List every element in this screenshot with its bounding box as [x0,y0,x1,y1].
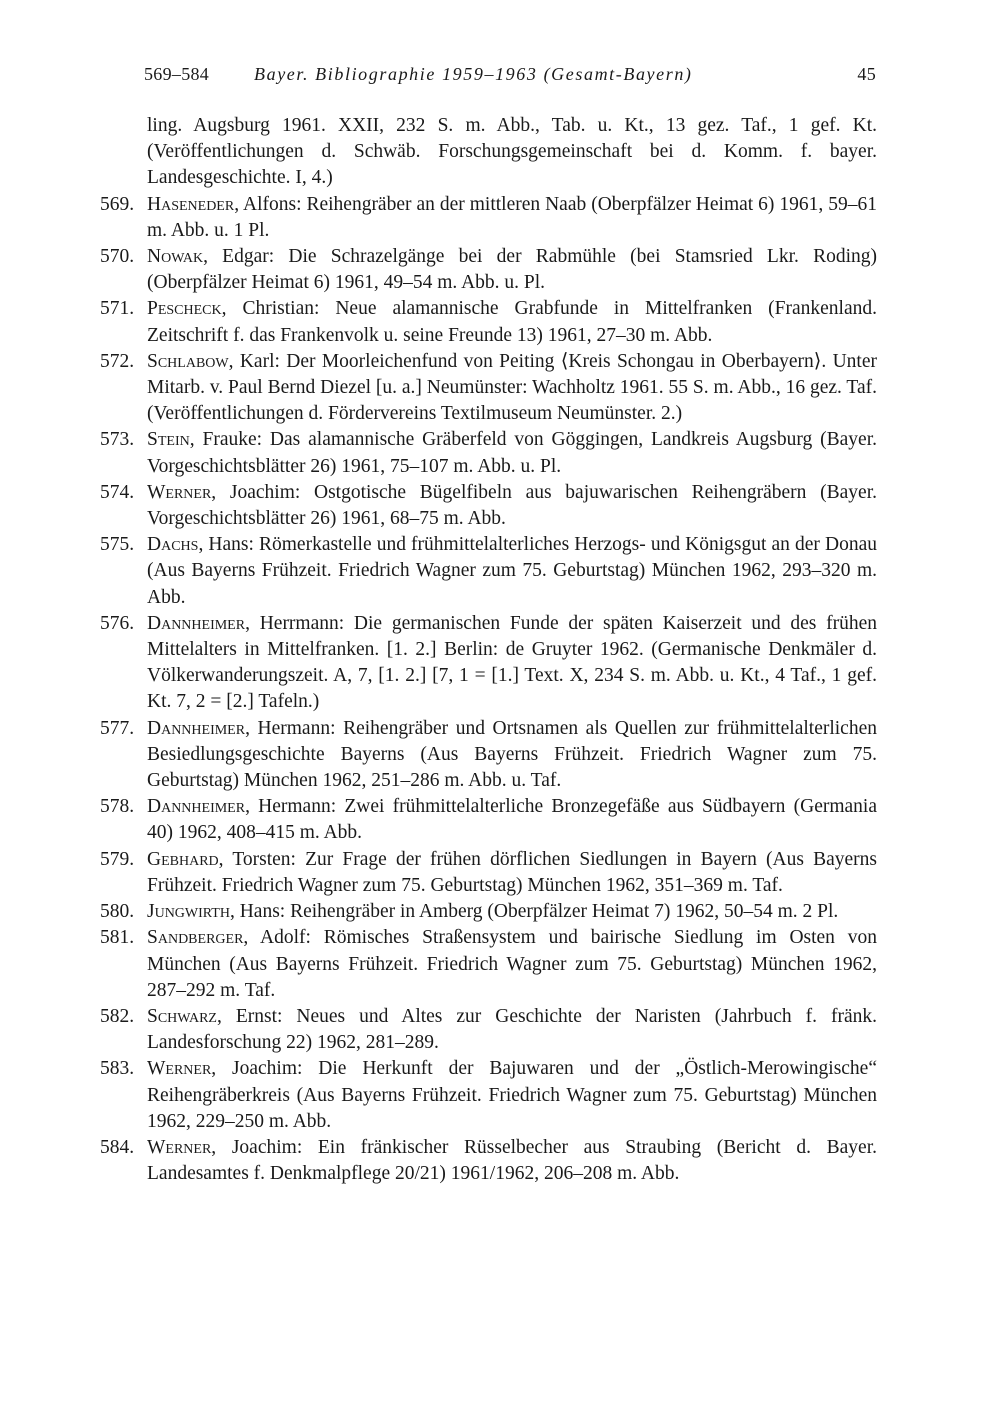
entry-text: , Karl: Der Moorleichenfund von Peiting ⟨Kreis Schongau in Oberbayern⟩. Unter Mitarb. v. Paul Bernd Diezel [u. a.] Neumünster: Wachholtz 1961. 55 S. m. Abb., 16 gez. Taf. (Veröffentlichungen d. Fördervereins Textilmuseum Neumünster. 2.) [147,350,877,425]
bibliography-entry-569 [100,192,877,244]
entry-author: Schlabow [147,350,229,372]
entry-author: Werner [147,1136,212,1158]
entry-text: , Hermann: Zwei frühmittelalterliche Bronzegefäße aus Südbayern (Germania 40) 1962, 408–415 m. Abb. [147,796,877,844]
running-title: Bayer. Bibliographie 1959–1963 (Gesamt-Bayern) [254,64,693,84]
entry-number: 571. [100,298,135,320]
entry-author: Nowak [147,246,204,268]
entry-number: 576. [100,612,135,634]
entry-text: , Hans: Römerkastelle und frühmittelalterliches Herzogs- und Königsgut an der Donau (Aus Bayerns Frühzeit. Friedrich Wagner zum 75. Geburtstag) München 1962, 293–320 m. Abb. [147,534,877,608]
bibliography-entry-579 [100,847,877,899]
entry-number: 569. [100,193,135,215]
entry-number: 582. [100,1005,135,1027]
continuation-text: ling. Augsburg 1961. XXII, 232 S. m. Abb., Tab. u. Kt., 13 gez. Taf., 1 gef. Kt. (Veröffentlichungen d. Schwäb. Forschungsgemeinschaft bei d. Komm. f. bayer. Landesgeschichte. I, 4.) [147,115,877,189]
bibliography-entry-577 [100,716,877,795]
entry-text: , Christian: Neue alamannische Grabfunde in Mittelfranken (Frankenland. Zeitschrift f. das Frankenvolk u. seine Freunde 13) 1961, 27–30 m. Abb. [147,298,877,346]
page-number: 45 [857,64,876,84]
entry-number: 584. [100,1136,135,1158]
entry-number: 577. [100,717,135,739]
bibliography-entry-574 [100,480,877,532]
entry-text: , Alfons: Reihengräber an der mittleren Naab (Oberpfälzer Heimat 6) 1961, 59–61 m. Abb. u. 1 Pl. [147,193,877,241]
bibliography-entry-571 [100,296,877,348]
entry-text: , Hermann: Reihengräber und Ortsnamen als Quellen zur frühmittelalterlichen Besiedlungsgeschichte Bayerns (Aus Bayerns Frühzeit. Friedrich Wagner zum 75. Geburtstag) München 1962, 251–286 m. Abb. u. Taf. [147,717,877,792]
bibliography-entry-582 [100,1004,877,1056]
entry-author: Dachs [147,534,199,556]
bibliography-entry-573 [100,427,877,479]
entry-range: 569–584 [144,64,210,84]
entry-number: 579. [100,848,135,870]
entry-text: , Herrmann: Die germanischen Funde der späten Kaiserzeit und des frühen Mittelalters in Mittelfranken. [1. 2.] Berlin: de Gruyter 1962. (Germanische Denkmäler d. Völkerwanderungszeit. A, 7, [1. 2.] [7, 1 = [1.] Text. X, 234 S. m. Abb. u. Kt., 4 Taf., 1 gef. Kt. 7, 2 = [2.] Tafeln.) [147,612,877,713]
bibliography-entry-580 [100,899,877,925]
entry-text: , Joachim: Die Herkunft der Bajuwaren und der „Östlich-Merowingische“ Reihengräberkreis (Aus Bayerns Frühzeit. Friedrich Wagner zum 75. Geburtstag) München 1962, 229–250 m. Abb. [147,1058,877,1132]
bibliography-entry-572 [100,349,877,428]
bibliography-list [100,113,877,1187]
bibliography-entry-583 [100,1056,877,1135]
entry-author: Haseneder [147,193,235,215]
entry-author: Pescheck [147,298,222,320]
entry-number: 573. [100,429,135,451]
entry-author: Schwarz [147,1005,217,1027]
entry-author: Werner [147,481,212,503]
entry-number: 570. [100,246,135,268]
bibliography-entry-576 [100,611,877,716]
entry-text: , Edgar: Die Schrazelgänge bei der Rabmühle (bei Stamsried Lkr. Roding) (Oberpfälzer Heimat 6) 1961, 49–54 m. Abb. u. Pl. [147,246,877,294]
entry-text: , Frauke: Das alamannische Gräberfeld von Göggingen, Landkreis Augsburg (Bayer. Vorgeschichtsblätter 26) 1961, 75–107 m. Abb. u. Pl. [147,429,877,477]
entry-number: 578. [100,796,135,818]
bibliography-entry-570 [100,244,877,296]
entry-number: 580. [100,901,135,923]
entry-author: Dannheimer [147,612,246,634]
entry-author: Stein [147,429,190,451]
entry-author: Gebhard [147,848,219,870]
entry-number: 583. [100,1058,135,1080]
entry-author: Werner [147,1058,212,1080]
bibliography-entry-575 [100,532,877,611]
entry-text: , Adolf: Römisches Straßensystem und bairische Siedlung im Osten von München (Aus Bayerns Frühzeit. Friedrich Wagner zum 75. Geburtstag) München 1962, 287–292 m. Taf. [147,927,877,1001]
entry-text: , Hans: Reihengräber in Amberg (Oberpfälzer Heimat 7) 1962, 50–54 m. 2 Pl. [229,901,839,923]
page-header [144,64,876,94]
entry-text: , Torsten: Zur Frage der frühen dörflichen Siedlungen in Bayern (Aus Bayerns Frühzeit. Friedrich Wagner zum 75. Geburtstag) München 1962, 351–369 m. Taf. [147,848,877,896]
entry-author: Sandberger [147,927,244,949]
entry-number: 581. [100,927,135,949]
bibliography-entry-578 [100,794,877,846]
entry-text: , Joachim: Ostgotische Bügelfibeln aus bajuwarischen Reihengräbern (Bayer. Vorgeschichtsblätter 26) 1961, 68–75 m. Abb. [147,481,877,530]
entry-number: 575. [100,534,135,556]
entry-number: 572. [100,350,135,372]
bibliography-entry-581 [100,925,877,1004]
bibliography-entry-584 [100,1135,877,1187]
entry-author: Jungwirth [147,901,230,923]
entry-author: Dannheimer [147,717,246,739]
entry-text: , Joachim: Ein fränkischer Rüsselbecher aus Straubing (Bericht d. Bayer. Landesamtes f. Denkmalpflege 20/21) 1961/1962, 206–208 m. Abb. [147,1136,877,1185]
entry-text: , Ernst: Neues und Altes zur Geschichte der Naristen (Jahrbuch f. fränk. Landesforschung 22) 1962, 281–289. [147,1005,877,1054]
entry-author: Dannheimer [147,796,246,818]
entry-number: 574. [100,481,135,503]
